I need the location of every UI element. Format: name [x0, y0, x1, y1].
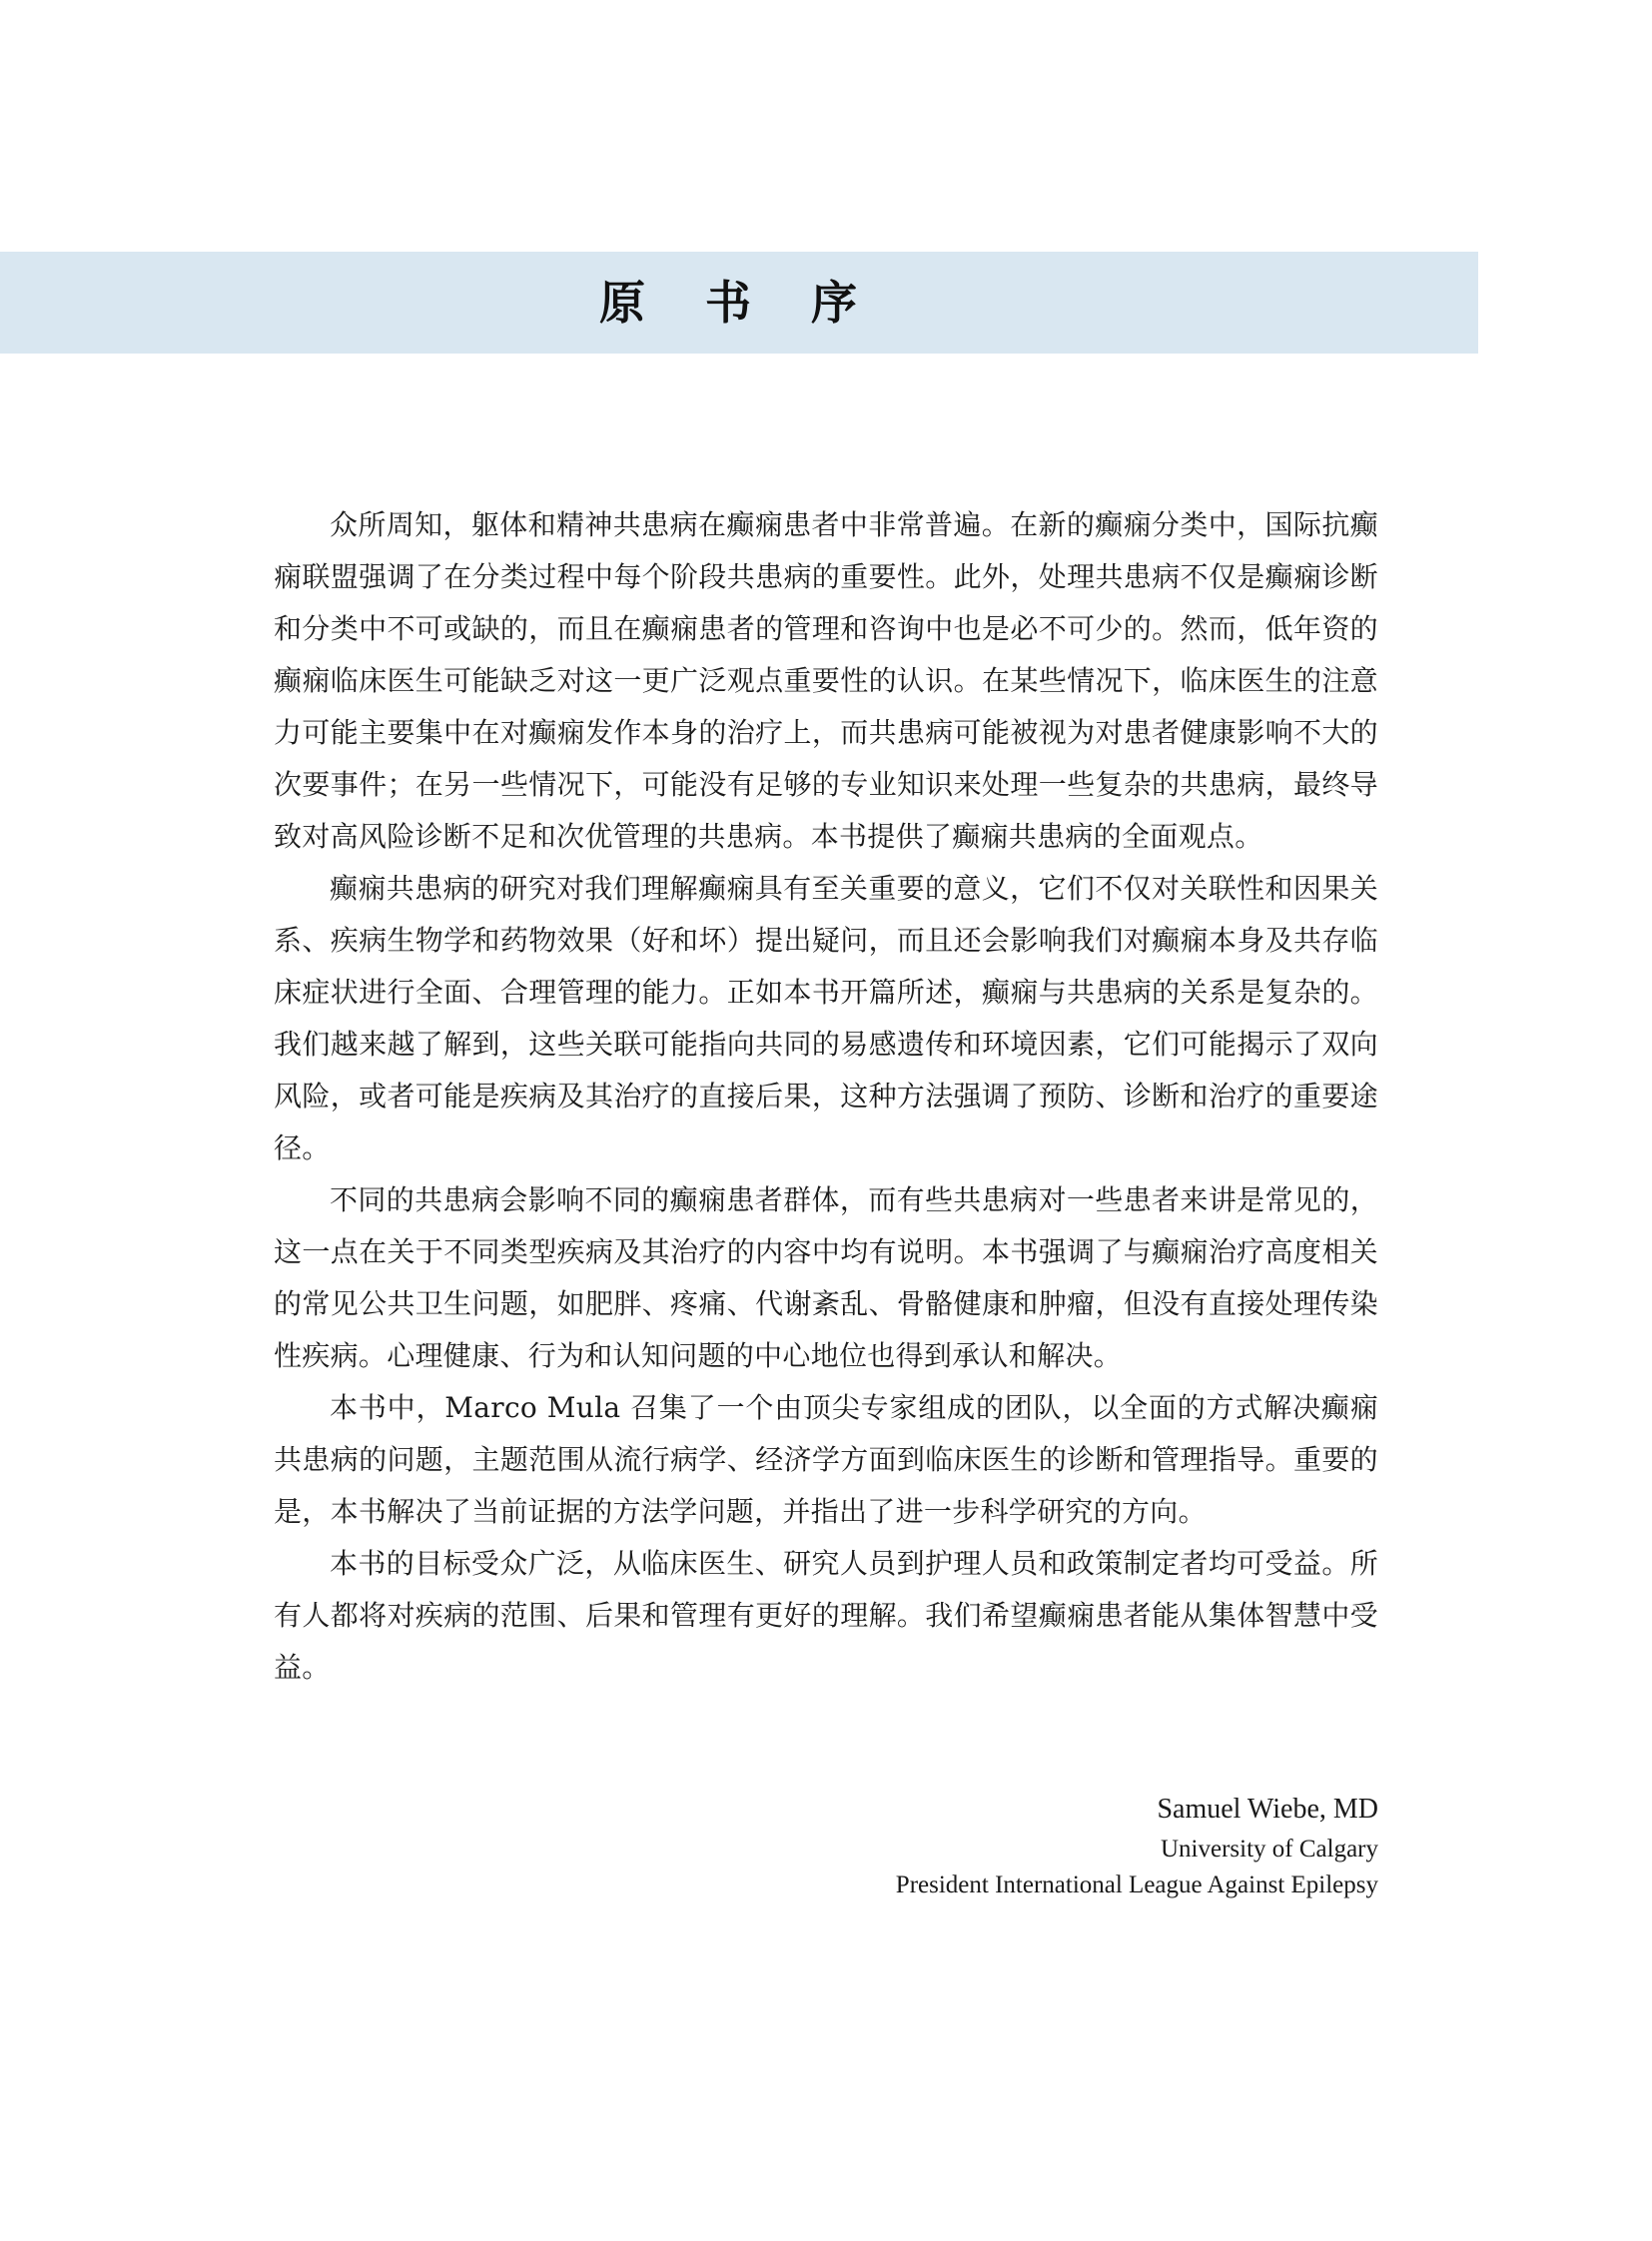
paragraph-4: 本书中，Marco Mula 召集了一个由顶尖专家组成的团队，以全面的方式解决癫痫共患病的问题，主题范围从流行病学、经济学方面到临床医生的诊断和管理指导。重要的是，本书解决了当前证据的方法学问题，并指出了进一步科学研究的方向。 [274, 1391, 1378, 1528]
signature-affiliation: University of Calgary [1160, 1836, 1378, 1863]
signature-position: President International League Against Epilepsy [895, 1871, 1378, 1898]
paragraph-3: 不同的共患病会影响不同的癫痫患者群体，而有些共患病对一些患者来讲是常见的，这一点在关于不同类型疾病及其治疗的内容中均有说明。本书强调了与癫痫治疗高度相关的常见公共卫生问题，如肥胖、疼痛、代谢紊乱、骨骼健康和肿瘤，但没有直接处理传染性疾病。心理健康、行为和认知问题的中心地位也得到承认和解决。 [274, 1183, 1378, 1372]
page-title: 原 书 序 [598, 276, 880, 330]
paragraph-1: 众所周知，躯体和精神共患病在癫痫患者中非常普遍。在新的癫痫分类中，国际抗癫痫联盟强调了在分类过程中每个阶段共患病的重要性。此外，处理共患病不仅是癫痫诊断和分类中不可或缺的，而且在癫痫患者的管理和咨询中也是必不可少的。然而，低年资的癫痫临床医生可能缺乏对这一更广泛观点重要性的认识。在某些情况下，临床医生的注意力可能主要集中在对癫痫发作本身的治疗上，而共患病可能被视为对患者健康影响不大的次要事件；在另一些情况下，可能没有足够的专业知识来处理一些复杂的共患病，最终导致对高风险诊断不足和次优管理的共患病。本书提供了癫痫共患病的全面观点。 [274, 508, 1378, 853]
paragraph-2: 癫痫共患病的研究对我们理解癫痫具有至关重要的意义，它们不仅对关联性和因果关系、疾病生物学和药物效果（好和坏）提出疑问，而且还会影响我们对癫痫本身及共存临床症状进行全面、合理管理的能力。正如本书开篇所述，癫痫与共患病的关系是复杂的。我们越来越了解到，这些关联可能指向共同的易感遗传和环境因素，它们可能揭示了双向风险，或者可能是疾病及其治疗的直接后果，这种方法强调了预防、诊断和治疗的重要途径。 [274, 872, 1378, 1164]
signature-name: Samuel Wiebe, MD [1157, 1794, 1378, 1825]
signature-block [896, 1788, 1378, 1903]
paragraph-5: 本书的目标受众广泛，从临床医生、研究人员到护理人员和政策制定者均可受益。所有人都将对疾病的范围、后果和管理有更好的理解。我们希望癫痫患者能从集体智慧中受益。 [274, 1547, 1378, 1684]
preface-body [274, 499, 1378, 1694]
title-band [0, 252, 1478, 354]
